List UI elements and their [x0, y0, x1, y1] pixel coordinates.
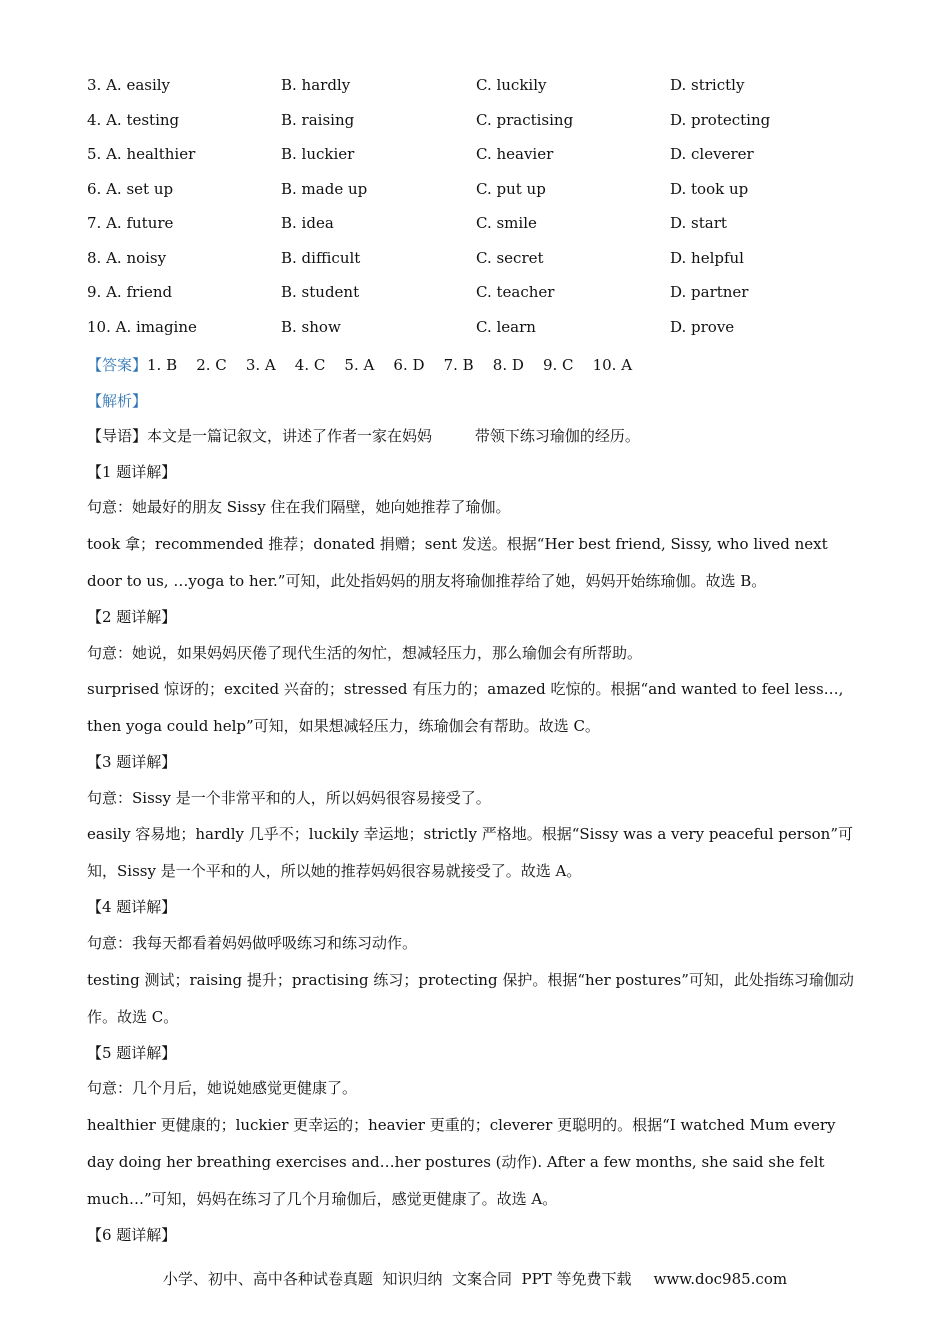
option-row-4 [87, 107, 867, 142]
q3-explain: easily 容易地；hardly 几乎不；luckily 幸运地；strictly 严格地。根据“Sissy was a very peaceful person”可知，Sissy 是一个平和的人，所以她的推荐妈妈很容易就接受了。故选 A。 [87, 825, 854, 881]
option-row-3 [87, 72, 867, 107]
option-d: D. helpful [670, 248, 744, 267]
q5-title: 【5 题详解】 [87, 1043, 177, 1062]
q4-explain: testing 测试；raising 提升；practising 练习；protecting 保护。根据“her postures”可知，此处指练习瑜伽动作。故选 C。 [87, 970, 854, 1026]
option-c: C. put up [476, 179, 546, 198]
option-d: D. partner [670, 283, 749, 301]
option-b: B. made up [281, 179, 368, 198]
option-a: 6. A. set up [87, 179, 174, 198]
intro-label: 【导语】 [87, 427, 148, 446]
footer-text: 小学、初中、高中各种试卷真题 知识归纳 文案合同 PPT 等免费下载 [162, 1270, 632, 1288]
footer-url[interactable]: www.doc985.com [653, 1270, 788, 1288]
q6-title: 【6 题详解】 [87, 1225, 177, 1244]
q1-title: 【1 题详解】 [87, 462, 177, 481]
q5-meaning: 句意：几个月后，她说她感觉更健康了。 [87, 1079, 358, 1098]
option-a: 10. A. imagine [87, 317, 197, 336]
option-c: C. smile [476, 214, 537, 232]
q4-title: 【4 题详解】 [87, 898, 177, 917]
option-b: B. raising [281, 110, 355, 129]
q2-title: 【2 题详解】 [87, 607, 177, 626]
option-d: D. strictly [670, 76, 745, 94]
option-d: D. took up [670, 179, 749, 198]
page-footer [0, 1268, 950, 1289]
answer-line [87, 348, 867, 384]
document-page [87, 72, 867, 1253]
intro-text: 本文是一篇记叙文，讲述了作者一家在妈妈 带领下练习瑜伽的经历。 [147, 427, 640, 446]
option-a: 9. A. friend [87, 283, 173, 301]
option-d: D. prove [670, 317, 735, 336]
q2-meaning: 句意：她说，如果妈妈厌倦了现代生活的匆忙，想减轻压力，那么瑜伽会有所帮助。 [87, 643, 643, 662]
option-b: B. difficult [281, 248, 361, 267]
option-b: B. student [281, 283, 360, 301]
q5-explain: healthier 更健康的；luckier 更幸运的；heavier 更重的；cleverer 更聪明的。根据“I watched Mum every day doing her breathing exercises and…her postures (动作). After a few months, she said she felt much…”可知，妈妈在练习了几个月瑜伽后，感觉更健康了。故选 A。 [87, 1115, 836, 1208]
option-b: B. hardly [281, 76, 351, 94]
option-c: C. heavier [476, 145, 554, 163]
option-a: 5. A. healthier [87, 145, 196, 163]
option-row-9 [87, 279, 867, 314]
option-row-8 [87, 245, 867, 280]
q1-meaning: 句意：她最好的朋友 Sissy 住在我们隔壁，她向她推荐了瑜伽。 [87, 498, 511, 517]
option-b: B. luckier [281, 145, 355, 163]
options-block [87, 72, 867, 348]
option-a: 4. A. testing [87, 110, 180, 129]
analysis-line [87, 384, 867, 420]
option-a: 7. A. future [87, 214, 174, 232]
option-d: D. protecting [670, 110, 771, 129]
q2-explain: surprised 惊讶的；excited 兴奋的；stressed 有压力的；amazed 吃惊的。根据“and wanted to feel less…, then yoga could help”可知，如果想减轻压力，练瑜伽会有帮助。故选 C。 [87, 680, 844, 736]
option-b: B. idea [281, 214, 334, 232]
option-d: D. start [670, 214, 727, 232]
analysis-label: 【解析】 [87, 391, 148, 410]
option-row-7 [87, 210, 867, 245]
q3-title: 【3 题详解】 [87, 753, 177, 772]
option-a: 3. A. easily [87, 76, 171, 94]
option-row-6 [87, 176, 867, 211]
q4-meaning: 句意：我每天都看着妈妈做呼吸练习和练习动作。 [87, 933, 418, 952]
option-a: 8. A. noisy [87, 248, 167, 267]
option-b: B. show [281, 317, 341, 336]
option-c: C. luckily [476, 76, 547, 94]
option-row-5 [87, 141, 867, 176]
q1-explain: took 拿；recommended 推荐；donated 捐赠；sent 发送。根据“Her best friend, Sissy, who lived next door to us, …yoga to her.”可知，此处指妈妈的朋友将瑜伽推荐给了她，妈妈开始练瑜伽。故选 B。 [87, 534, 828, 590]
intro-line [87, 419, 867, 455]
option-row-10 [87, 314, 867, 349]
option-c: C. learn [476, 317, 536, 336]
q3-meaning: 句意：Sissy 是一个非常平和的人，所以妈妈很容易接受了。 [87, 788, 491, 807]
option-c: C. practising [476, 110, 574, 129]
option-c: C. teacher [476, 283, 555, 301]
option-d: D. cleverer [670, 145, 754, 163]
answer-text: 1. B 2. C 3. A 4. C 5. A 6. D 7. B 8. D 9. C 10. A [147, 356, 633, 374]
answer-label: 【答案】 [87, 356, 148, 374]
option-c: C. secret [476, 248, 544, 267]
